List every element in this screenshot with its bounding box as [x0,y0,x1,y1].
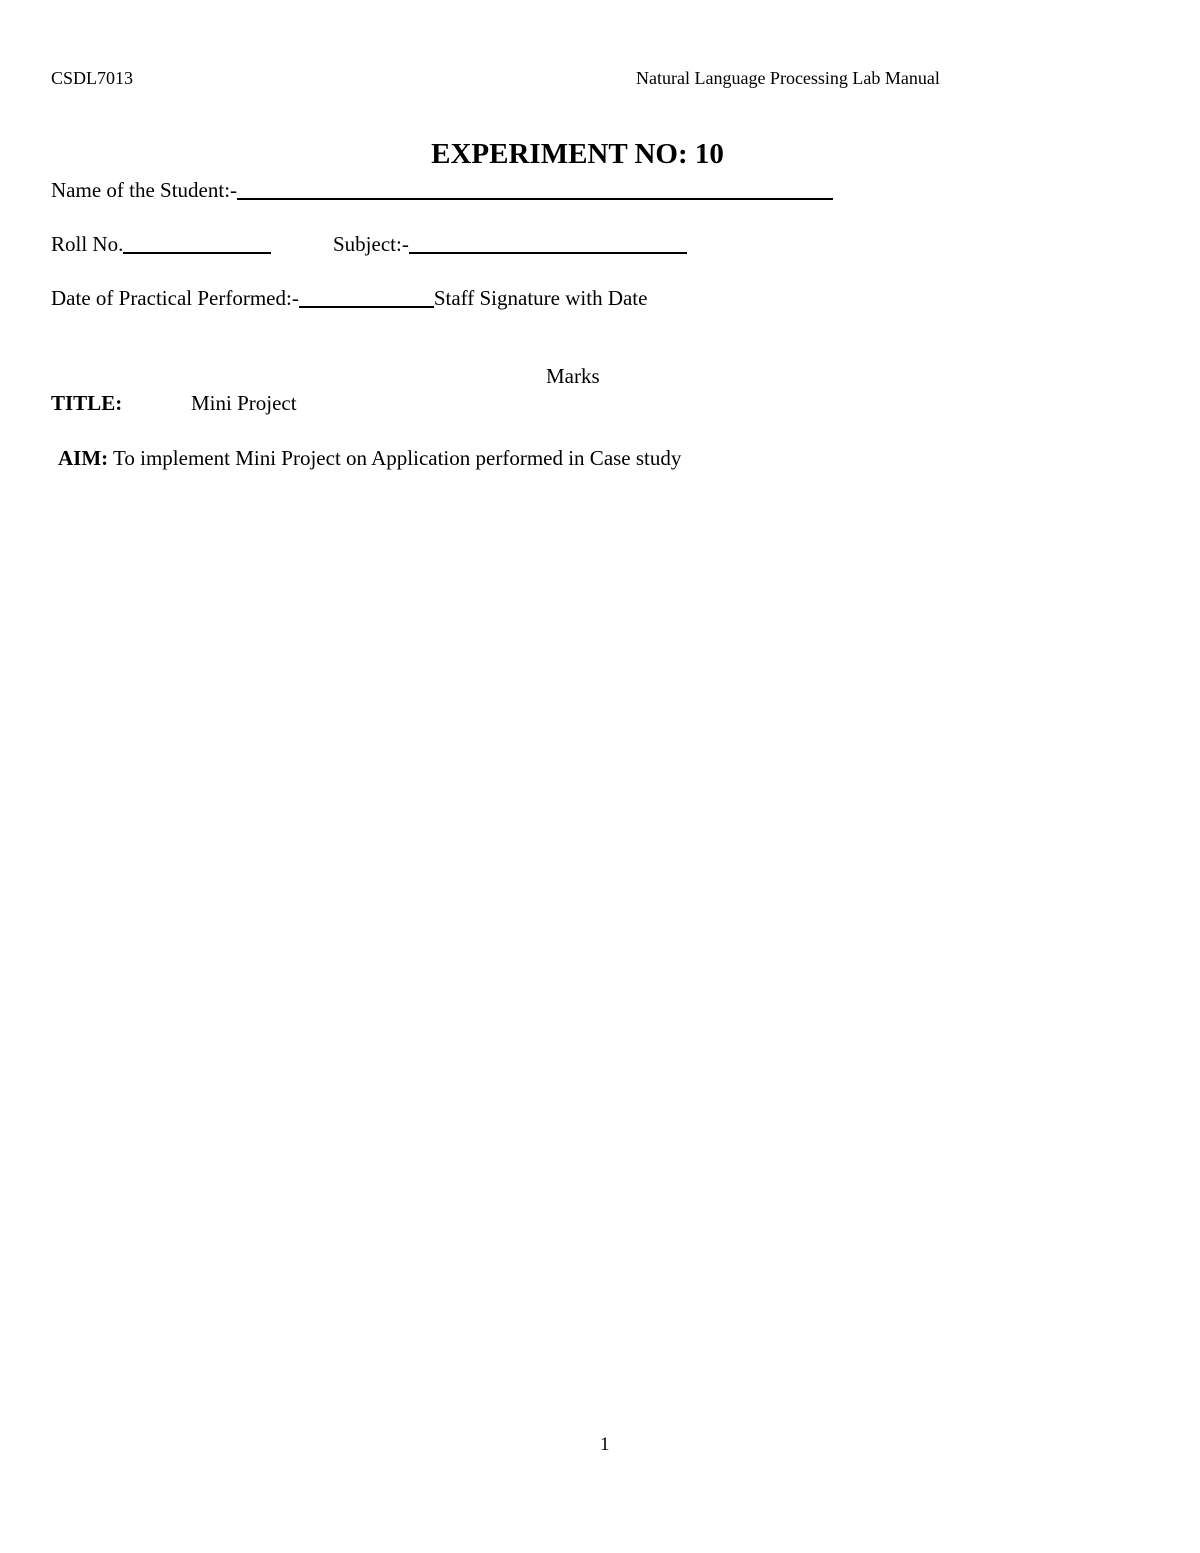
marks-label: Marks [546,364,600,388]
student-name-label: Name of the Student:- [51,178,238,202]
student-name-row [51,178,833,203]
date-blank [299,305,434,308]
subject-row [333,232,687,257]
title-label: TITLE: [51,391,123,415]
date-label: Date of Practical Performed:- [51,286,299,310]
date-row [51,286,647,311]
aim-label: AIM: [58,446,109,470]
page-number: 1 [600,1434,610,1455]
roll-no-blank [123,251,271,254]
subject-label: Subject:- [333,232,409,256]
roll-no-label: Roll No. [51,232,124,256]
student-name-blank [237,197,833,200]
experiment-title: EXPERIMENT NO: 10 [431,138,724,170]
aim-row [58,446,681,471]
header-manual-title: Natural Language Processing Lab Manual [636,68,940,88]
header-course-code: CSDL7013 [51,68,134,88]
subject-blank [409,251,687,254]
staff-signature-label: Staff Signature with Date [433,286,648,310]
roll-no-row [51,232,271,257]
title-value: Mini Project [191,391,297,415]
aim-value: To implement Mini Project on Application performed in Case study [113,446,682,470]
